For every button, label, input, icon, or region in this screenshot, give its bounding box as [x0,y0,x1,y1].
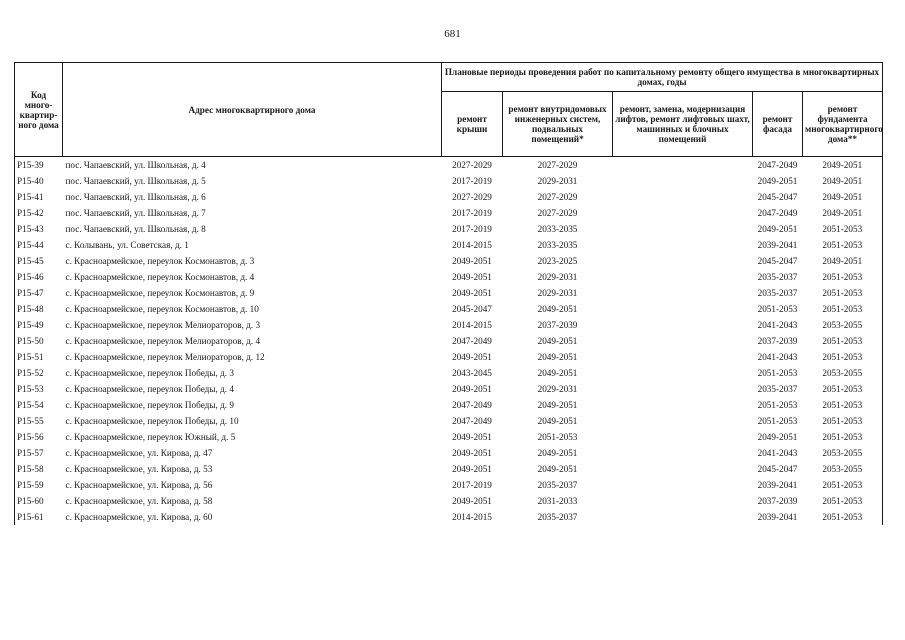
cell-roof: 2049-2051 [452,256,492,266]
cell-address: с. Красноармейское, ул. Кирова, д. 58 [65,496,213,506]
cell-address: с. Красноармейское, переулок Победы, д. 10 [65,416,239,426]
cell-address: с. Красноармейское, переулок Победы, д. 9 [65,400,234,410]
cell-foundation: 2049-2051 [803,173,883,189]
cell-code: P15-41 [15,189,63,205]
table-row [15,237,883,253]
cell-address: с. Красноармейское, ул. Кирова, д. 47 [65,448,213,458]
cell-elevators [613,253,753,269]
header-address: Адрес многоквартирного дома [63,63,442,157]
cell-foundation: 2049-2051 [803,253,883,269]
table-row [15,253,883,269]
cell-systems: 2051-2053 [537,432,578,442]
cell-code: P15-50 [15,333,63,349]
cell-facade: 2041-2043 [757,320,798,330]
cell-systems: 2029-2031 [537,176,578,186]
cell-systems: 2029-2031 [537,272,578,282]
cell-roof: 2027-2029 [452,160,492,170]
cell-systems: 2027-2029 [537,208,578,218]
cell-address: с. Красноармейское, переулок Космонавтов, д. 10 [65,304,259,314]
cell-roof: 2017-2019 [452,176,492,186]
cell-foundation: 2049-2051 [803,189,883,205]
table-row [15,461,883,477]
cell-systems: 2049-2051 [537,400,578,410]
page-number: 681 [444,28,461,40]
table-row [15,333,883,349]
cell-elevators [613,269,753,285]
table-header [15,63,883,157]
cell-roof: 2049-2051 [452,464,492,474]
cell-roof: 2049-2051 [452,496,492,506]
table-row [15,173,883,189]
cell-foundation: 2049-2051 [803,157,883,174]
header-facade: ремонт фасада [753,92,803,157]
cell-foundation: 2051-2053 [803,477,883,493]
cell-foundation: 2053-2055 [803,317,883,333]
cell-elevators [613,333,753,349]
cell-address: с. Красноармейское, переулок Южный, д. 5 [65,432,236,442]
cell-roof: 2027-2029 [452,192,492,202]
cell-elevators [613,189,753,205]
table-row [15,365,883,381]
table-row [15,445,883,461]
cell-foundation: 2053-2055 [803,445,883,461]
cell-code: P15-55 [15,413,63,429]
cell-address: с. Красноармейское, переулок Мелиораторов, д. 12 [65,352,265,362]
cell-elevators [613,461,753,477]
header-foundation: ремонт фундамента многоквартирного дома** [803,92,883,157]
cell-roof: 2049-2051 [452,384,492,394]
cell-facade: 2045-2047 [757,464,798,474]
cell-systems: 2049-2051 [537,448,578,458]
cell-systems: 2023-2025 [537,256,578,266]
cell-foundation: 2051-2053 [803,221,883,237]
cell-systems: 2049-2051 [537,336,578,346]
cell-foundation: 2051-2053 [803,333,883,349]
cell-code: P15-54 [15,397,63,413]
cell-address: с. Красноармейское, ул. Кирова, д. 60 [65,512,213,522]
cell-systems: 2049-2051 [537,368,578,378]
cell-systems: 2049-2051 [537,304,578,314]
table-row [15,397,883,413]
cell-systems: 2049-2051 [537,352,578,362]
cell-address: пос. Чапаевский, ул. Школьная, д. 7 [65,208,206,218]
table-row [15,413,883,429]
table-row [15,285,883,301]
cell-elevators [613,413,753,429]
cell-address: пос. Чапаевский, ул. Школьная, д. 8 [65,224,206,234]
cell-facade: 2051-2053 [757,400,798,410]
cell-code: P15-57 [15,445,63,461]
cell-address: с. Колывань, ул. Советская, д. 1 [65,240,189,250]
cell-elevators [613,173,753,189]
cell-address: пос. Чапаевский, ул. Школьная, д. 5 [65,176,206,186]
cell-foundation: 2051-2053 [803,413,883,429]
cell-foundation: 2051-2053 [803,397,883,413]
cell-systems: 2049-2051 [537,464,578,474]
cell-roof: 2043-2045 [452,368,492,378]
cell-facade: 2035-2037 [757,288,798,298]
cell-code: P15-59 [15,477,63,493]
cell-foundation: 2053-2055 [803,365,883,381]
cell-address: с. Красноармейское, переулок Победы, д. 3 [65,368,234,378]
table-row [15,493,883,509]
cell-code: P15-47 [15,285,63,301]
cell-elevators [613,509,753,525]
cell-roof: 2049-2051 [452,432,492,442]
cell-systems: 2033-2035 [537,224,578,234]
cell-foundation: 2049-2051 [803,205,883,221]
table-body [15,157,883,526]
cell-foundation: 2051-2053 [803,301,883,317]
table-row [15,349,883,365]
cell-roof: 2047-2049 [452,400,492,410]
cell-foundation: 2051-2053 [803,349,883,365]
cell-roof: 2049-2051 [452,352,492,362]
cell-code: P15-44 [15,237,63,253]
cell-code: P15-42 [15,205,63,221]
cell-address: с. Красноармейское, переулок Космонавтов, д. 4 [65,272,255,282]
cell-code: P15-56 [15,429,63,445]
cell-foundation: 2051-2053 [803,269,883,285]
cell-elevators [613,493,753,509]
table-row [15,477,883,493]
cell-code: P15-51 [15,349,63,365]
cell-address: пос. Чапаевский, ул. Школьная, д. 6 [65,192,206,202]
cell-code: P15-49 [15,317,63,333]
cell-address: с. Красноармейское, ул. Кирова, д. 53 [65,464,213,474]
cell-elevators [613,301,753,317]
cell-roof: 2014-2015 [452,320,492,330]
cell-elevators [613,317,753,333]
cell-elevators [613,429,753,445]
cell-elevators [613,397,753,413]
cell-roof: 2017-2019 [452,224,492,234]
cell-code: P15-40 [15,173,63,189]
cell-elevators [613,237,753,253]
cell-elevators [613,157,753,174]
cell-systems: 2037-2039 [537,320,578,330]
cell-foundation: 2051-2053 [803,285,883,301]
table-row [15,429,883,445]
cell-code: P15-53 [15,381,63,397]
cell-facade: 2049-2051 [757,432,798,442]
cell-facade: 2047-2049 [757,208,798,218]
cell-address: пос. Чапаевский, ул. Школьная, д. 4 [65,160,206,170]
cell-code: P15-39 [15,157,63,174]
cell-elevators [613,285,753,301]
cell-facade: 2039-2041 [757,512,798,522]
cell-address: с. Красноармейское, переулок Победы, д. 4 [65,384,234,394]
cell-facade: 2049-2051 [757,224,798,234]
cell-address: с. Красноармейское, переулок Космонавтов, д. 3 [65,256,255,266]
cell-systems: 2035-2037 [537,512,578,522]
cell-facade: 2049-2051 [757,176,798,186]
cell-code: P15-52 [15,365,63,381]
cell-systems: 2027-2029 [537,160,578,170]
cell-systems: 2049-2051 [537,416,578,426]
cell-systems: 2027-2029 [537,192,578,202]
cell-elevators [613,445,753,461]
cell-facade: 2045-2047 [757,192,798,202]
cell-roof: 2049-2051 [452,288,492,298]
cell-facade: 2035-2037 [757,272,798,282]
cell-roof: 2014-2015 [452,240,492,250]
table-row [15,205,883,221]
cell-address: с. Красноармейское, переулок Мелиораторов, д. 4 [65,336,261,346]
cell-facade: 2035-2037 [757,384,798,394]
header-elevators: ремонт, замена, модернизация лифтов, ремонт лифтовых шахт, машинных и блочных помещений [613,92,753,157]
cell-facade: 2047-2049 [757,160,798,170]
cell-code: P15-60 [15,493,63,509]
cell-facade: 2051-2053 [757,368,798,378]
cell-roof: 2014-2015 [452,512,492,522]
cell-address: с. Красноармейское, переулок Космонавтов, д. 9 [65,288,255,298]
cell-systems: 2031-2033 [537,496,578,506]
table-row [15,509,883,525]
cell-code: P15-48 [15,301,63,317]
cell-code: P15-61 [15,509,63,525]
cell-foundation: 2051-2053 [803,429,883,445]
cell-elevators [613,221,753,237]
cell-foundation: 2053-2055 [803,461,883,477]
cell-elevators [613,365,753,381]
cell-foundation: 2051-2053 [803,493,883,509]
cell-systems: 2029-2031 [537,384,578,394]
cell-systems: 2035-2037 [537,480,578,490]
header-systems: ремонт внутридомовых инженерных систем, подвальных помещений* [503,92,613,157]
cell-code: P15-43 [15,221,63,237]
repair-schedule-table [14,62,883,525]
cell-roof: 2017-2019 [452,480,492,490]
cell-facade: 2051-2053 [757,416,798,426]
cell-code: P15-45 [15,253,63,269]
cell-elevators [613,205,753,221]
table-row [15,157,883,174]
cell-facade: 2041-2043 [757,352,798,362]
table-row [15,221,883,237]
table-row [15,317,883,333]
cell-roof: 2047-2049 [452,416,492,426]
header-planned-periods: Плановые периоды проведения работ по капитальному ремонту общего имущества в многоквартирных домах, годы [442,63,883,92]
cell-roof: 2047-2049 [452,336,492,346]
cell-systems: 2033-2035 [537,240,578,250]
cell-systems: 2029-2031 [537,288,578,298]
header-code: Код много-квартир-ного дома [15,63,63,157]
cell-facade: 2041-2043 [757,448,798,458]
cell-foundation: 2051-2053 [803,381,883,397]
cell-code: P15-58 [15,461,63,477]
cell-code: P15-46 [15,269,63,285]
cell-elevators [613,381,753,397]
table-row [15,269,883,285]
cell-foundation: 2051-2053 [803,509,883,525]
cell-roof: 2049-2051 [452,272,492,282]
cell-facade: 2039-2041 [757,240,798,250]
table-row [15,189,883,205]
cell-facade: 2039-2041 [757,480,798,490]
cell-facade: 2037-2039 [757,496,798,506]
cell-foundation: 2051-2053 [803,237,883,253]
cell-roof: 2049-2051 [452,448,492,458]
cell-roof: 2045-2047 [452,304,492,314]
header-roof: ремонт крыши [442,92,503,157]
cell-address: с. Красноармейское, переулок Мелиораторов, д. 3 [65,320,261,330]
cell-address: с. Красноармейское, ул. Кирова, д. 56 [65,480,213,490]
table-row [15,381,883,397]
cell-facade: 2037-2039 [757,336,798,346]
table-row [15,301,883,317]
cell-elevators [613,477,753,493]
cell-facade: 2045-2047 [757,256,798,266]
cell-facade: 2051-2053 [757,304,798,314]
cell-elevators [613,349,753,365]
cell-roof: 2017-2019 [452,208,492,218]
